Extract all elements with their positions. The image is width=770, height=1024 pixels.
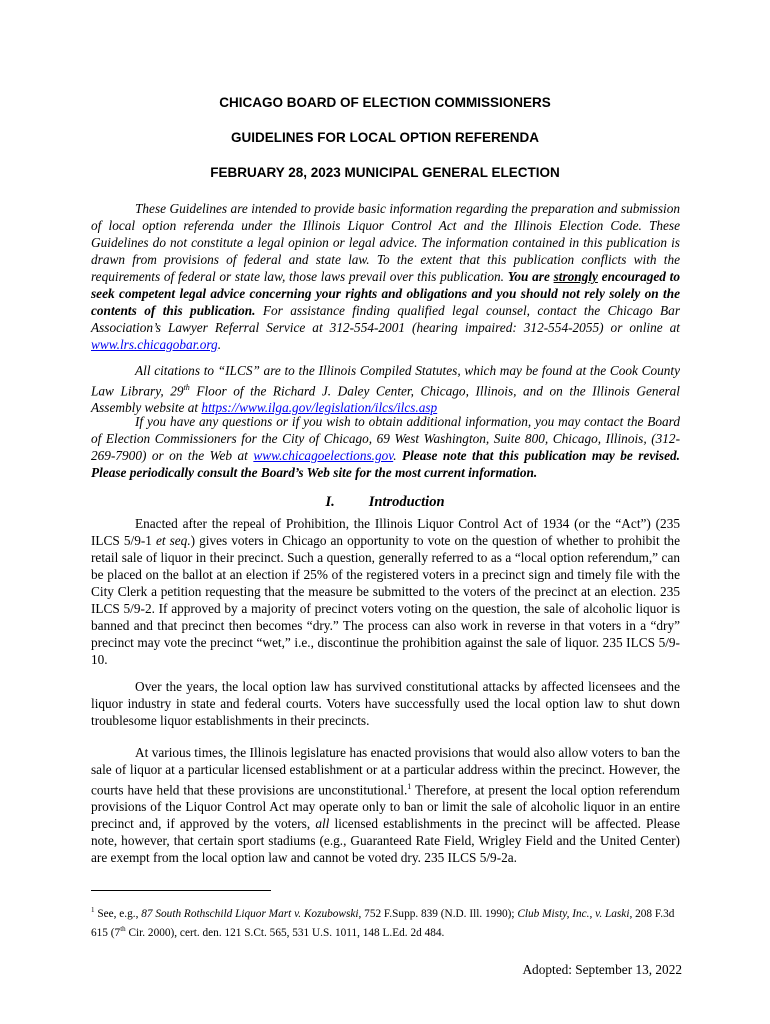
body-p3-b: Therefore, at present the local option referendum provisions of the Liquor Control Act may operate only to ban or limit the sale of alcoholic liquor in an entire precinct and, if approved by the voters, [91, 782, 680, 832]
footnote-case-1: 87 South Rothschild Liquor Mart v. Kozubowski [141, 907, 359, 920]
footnote-reference[interactable]: 1 [407, 782, 412, 791]
footnote [91, 903, 680, 941]
intro-contact-paragraph [91, 413, 680, 481]
footnote-divider [91, 890, 271, 891]
section-heading [0, 494, 770, 511]
ilga-link[interactable]: https://www.ilga.gov/legislation/ilcs/ilcs.asp [201, 400, 438, 416]
body-paragraph-1 [91, 515, 680, 668]
body-p3-a: At various times, the Illinois legislature has enacted provisions that would also allow voters to ban the sale of liquor at a particular licensed establishment or at a particular address within the precinct. However, the courts have held that these provisions are unconstitutional. [91, 745, 680, 798]
header-guidelines-title: GUIDELINES FOR LOCAL OPTION REFERENDA [230, 130, 539, 145]
intro-referral-text: For assistance finding qualified legal counsel, contact the Chicago Bar Association’s Lawyer Referral Service at 312-554-2001 (hearing impaired: 312-554-2055) or online at [91, 303, 680, 335]
intro-warning-underlined: strongly [553, 269, 598, 284]
footnote-b: , 752 F.Supp. 839 (N.D. Ill. 1990); [358, 907, 518, 920]
body-p3-em: all [315, 816, 330, 832]
intro-citations-text: All citations to “ILCS” are to the Illinois Compiled Statutes, which may be found at the Cook County Law Library, 29 [91, 363, 680, 399]
adopted-date: Adopted: September 13, 2022 [522, 962, 682, 977]
footnote-a: See, e.g., [94, 907, 142, 920]
body-p1-a: Enacted after the repeal of Prohibition, the Illinois Liquor Control Act of 1934 (or the “Act”) (235 ILCS 5/9-1 [91, 516, 680, 548]
body-p1-em: et seq. [155, 533, 191, 548]
intro-contact-text: If you have any questions or if you wish to obtain additional information, you may contact the Board of Election Commissioners for the City of Chicago, 69 West Washington, Suite 800, Chicago, Illinois, (312-269-7900) or on the Web at [91, 414, 680, 463]
header-board-name: CHICAGO BOARD OF ELECTION COMMISSIONERS [219, 95, 551, 110]
intro-warning-a: You are [507, 269, 554, 284]
footnote-c: 208 F.3d 615 (7 [91, 907, 675, 939]
section-title: Introduction [368, 494, 445, 510]
intro-revision-notice: Please note that this publication may be revised. Please periodically consult the Board’s Web site for the most current information. [91, 448, 680, 480]
intro-p1-end: . [217, 337, 222, 352]
intro-citations-mid: Floor of the Richard J. Daley Center, Chicago, Illinois, and on the Illinois General Assembly website at [91, 383, 680, 416]
intro-citations-sup: th [183, 383, 190, 392]
footnote-sup: th [120, 924, 126, 933]
body-paragraph-2: Over the years, the local option law has survived constitutional attacks by affected licensees and the liquor industry in state and federal courts. Voters have successfully used the local option law to shut down troublesome liquor establishments in their precincts. [91, 679, 680, 728]
intro-citations-paragraph [91, 362, 680, 416]
footnote-marker: 1 [91, 906, 95, 914]
body-paragraph-3 [91, 744, 680, 866]
section-number: I. [325, 494, 335, 510]
intro-contact-mid: . [393, 448, 402, 463]
body-p1-b: ) gives voters in Chicago an opportunity to vote on the question of whether to prohibit the retail sale of liquor in their precinct. Such a question, generally referred to as a “local option referendum,” can be placed on the ballot at an election if 25% of the registered voters in a precinct sign and timely file with the City Clerk a petition requesting that the measure be submitted to the voters of the precinct at an election. 235 ILCS 5/9-2. If approved by a majority of precinct voters voting on the question, the sale of alcoholic liquor is banned and that precinct then becomes “dry.” The process can also work in reverse in that voters in a “dry” precinct may vote the precinct “wet,” i.e., discontinue the prohibition against the sale of liquor. 235 ILCS 5/9-10. [91, 533, 680, 667]
intro-warning-b: encouraged to seek competent legal advice concerning your rights and obligations and you should not rely solely on the contents of this publication. [91, 269, 680, 318]
footnote-case-2: Club Misty, Inc., v. Laski, [517, 907, 633, 920]
intro-disclaimer-paragraph [91, 200, 680, 353]
lrs-chicagobar-link[interactable]: www.lrs.chicagobar.org [91, 337, 218, 352]
header-election-date: FEBRUARY 28, 2023 MUNICIPAL GENERAL ELECTION [210, 165, 560, 180]
body-p3-c: licensed establishments in the precinct will be affected. Please note, however, that certain sport stadiums (e.g., Guaranteed Rate Field, Wrigley Field and the United Center) are exempt from the local option law and cannot be voted dry. 235 ILCS 5/9-2a. [91, 816, 681, 866]
intro-disclaimer-text: These Guidelines are intended to provide basic information regarding the preparation and submission of local option referenda under the Illinois Liquor Control Act and the Illinois Election Code. These Guidelines do not constitute a legal opinion or legal advice. The information contained in this publication is drawn from provisions of federal and state law. To the extent that this publication conflicts with the requirements of federal or state law, those laws prevail over this publication. [91, 201, 680, 284]
footnote-d: Cir. 2000), cert. den. 121 S.Ct. 565, 531 U.S. 1011, 148 L.Ed. 2d 484. [125, 926, 445, 939]
chicagoelections-link[interactable]: www.chicagoelections.gov [253, 448, 394, 463]
